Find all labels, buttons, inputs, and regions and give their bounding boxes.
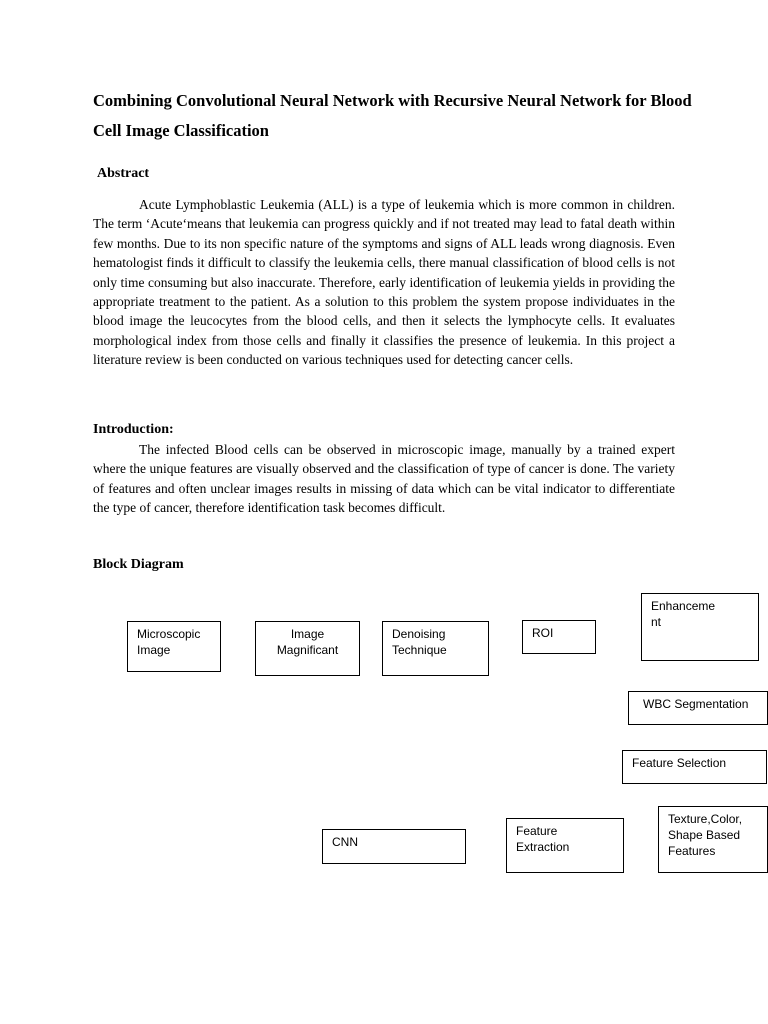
image-magnificant-box — [255, 621, 360, 676]
image-magnificant-label: Image Magnificant — [276, 627, 339, 657]
denoising-technique-label: Denoising Technique — [392, 627, 447, 657]
paper-title: Combining Convolutional Neural Network with Recursive Neural Network for Blood Cell Image Classification — [93, 91, 692, 140]
wbc-segmentation-box — [628, 691, 768, 725]
cnn-box — [322, 829, 466, 864]
abstract-heading: Abstract — [97, 166, 150, 181]
texture-color-shape-features-box — [658, 806, 768, 873]
abstract-body: Acute Lymphoblastic Leukemia (ALL) is a type of leukemia which is more common in children. The term ‘Acute‘means that leukemia can progress quickly and if not treated may lead to fatal death within few months. Due to its non specific nature of the symptoms and signs of ALL leads wrong diagnosis. Even hematologist finds it difficult to classify the leukemia cells, there manual classification of blood cells is not only time consuming but also inaccurate. Therefore, early identification of leukemia yields in providing the appropriate treatment to the patient. As a solution to this problem the system propose individuates in the blood image the leucocytes from the blood cells, and then it selects the lymphocyte cells. It evaluates morphological index from those cells and finally it classifies the presence of leukemia. In this project a literature review is been conducted on various techniques used for detecting cancer cells. — [93, 197, 675, 368]
cnn-label: CNN — [332, 835, 358, 849]
feature-extraction-label: Feature Extraction — [516, 824, 570, 854]
texture-color-shape-features-label: Texture,Color, Shape Based Features — [668, 812, 743, 858]
roi-label: ROI — [532, 626, 554, 640]
feature-selection-box — [622, 750, 767, 784]
introduction-body: The infected Blood cells can be observed in microscopic image, manually by a trained expert where the unique features are visually observed and the classification of type of cancer is done. The variety of features and often unclear images results in missing of data which can be vital indicator to differentiate the type of cancer, therefore identification task becomes difficult. — [93, 442, 675, 516]
introduction-heading: Introduction: — [93, 422, 174, 437]
block-diagram-heading: Block Diagram — [93, 557, 184, 572]
enhancement-label: Enhanceme nt — [651, 599, 716, 629]
feature-selection-label: Feature Selection — [632, 756, 727, 770]
microscopic-image-box — [127, 621, 221, 672]
roi-box — [522, 620, 596, 654]
denoising-technique-box — [382, 621, 489, 676]
wbc-segmentation-label: WBC Segmentation — [643, 697, 749, 711]
microscopic-image-label: Microscopic Image — [137, 627, 201, 657]
feature-extraction-box — [506, 818, 624, 873]
enhancement-box — [641, 593, 759, 661]
